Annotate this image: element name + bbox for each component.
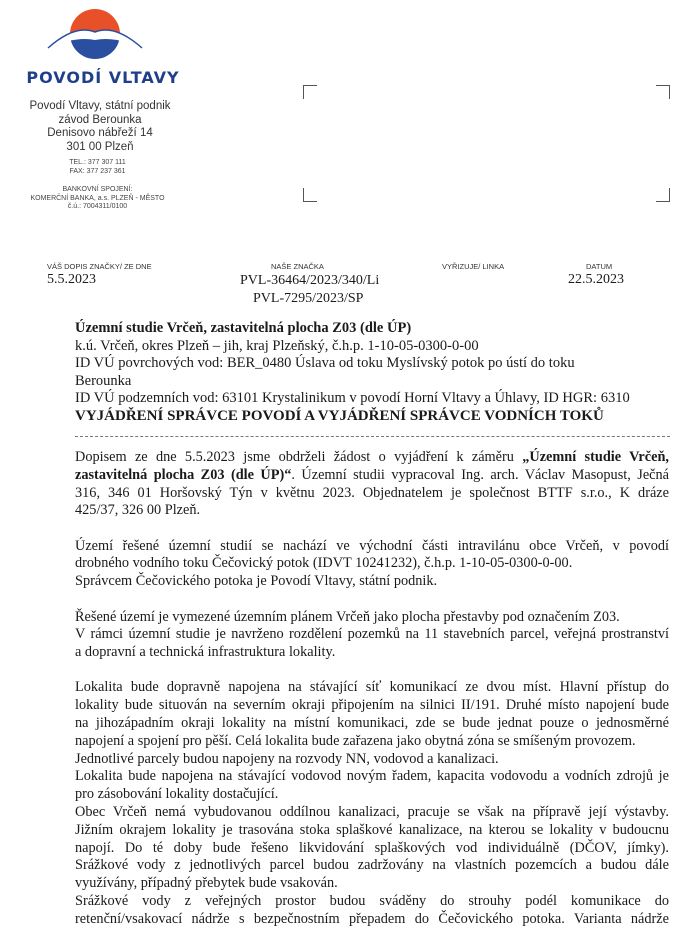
fax: FAX: 377 237 361 [69,167,126,175]
body-line: lokality bude situován na severním okraji připojením na silnici II/191. Druhé místo napojení bude [75,697,669,714]
subject-line: k.ú. Vrčeň, okres Plzeň – jih, kraj Plzeňský, č.h.p. 1-10-05-0300-0-00 [75,337,479,354]
corner-mark [303,188,317,202]
subject-block [75,320,675,426]
our-ref-label: NAŠE ZNAČKA [271,262,324,271]
bank-account: č.ú.: 7004311/0100 [67,203,128,210]
subject-heading: VYJÁDŘENÍ SPRÁVCE POVODÍ A VYJÁDŘENÍ SPRÁVCE VODNÍCH TOKŮ [75,407,604,424]
body-line: V rámci územní studie je navrženo rozdělení pozemků na 11 stavebních parcel, veřejná prostranství [75,626,669,643]
bank-info [10,186,185,212]
body-line: 425/37, 326 00 Plzeň. [75,502,201,519]
bank-name: KOMERČNÍ BANKA, a.s. PLZEŇ - MĚSTO [30,194,165,202]
body-line: zastavitelná plocha Z03 (dle ÚP)“. Územní studii vypracoval Ing. arch. Václav Masopust, Ječná [75,466,669,483]
corner-mark [303,85,317,99]
our-ref: PVL-7295/2023/SP [253,291,364,306]
body-line: 316, 346 01 Horšovský Týn v květnu 2023. Objednatelem je společnost BTTF s.r.o., K dráze [75,484,669,501]
phone: TEL.: 377 307 111 [69,159,126,166]
subject-line: Berounka [75,372,132,389]
body-line: Dopisem ze dne 5.5.2023 jsme obdrželi žádost o vyjádření k záměru „Územní studie Vrčeň, [75,449,669,465]
body-line: drobného vodního toku Čečovický potok (IDVT 10241232), č.h.p. 1-10-05-0300-0-00. [75,555,573,572]
letter-body [75,449,669,946]
handled-by-label: VYŘIZUJE/ LINKA [442,262,505,271]
subject-line: ID VÚ podzemních vod: 63101 Krystalinikum v povodí Horní Vltavy a Úhlavy, ID HGR: 6310 [75,390,630,407]
subject-title: Územní studie Vrčeň, zastavitelná plocha Z03 (dle ÚP) [75,320,412,336]
paragraph [75,538,669,591]
divider [75,436,670,437]
paragraph [75,679,669,928]
date-value: 22.5.2023 [568,272,624,287]
body-line: Území řešené územní studií se nachází ve východní části intravilánu obce Vrčeň, v povodí [75,537,669,554]
body-line: napojí. Do té doby bude řešeno likvidování splaškových vod individuálně (DČOV, jímky). [75,839,669,856]
address-line: 301 00 Plzeň [66,140,134,153]
address-line: Povodí Vltavy, státní podnik [29,100,171,112]
body-line: Řešené území je vymezené územním plánem Vrčeň jako plocha přestavby pod označením Z03. [75,608,620,625]
body-line: na jihozápadním okraji lokality na místní komunikaci, zde se bude jednat pouze o jednosměrné [75,715,669,732]
body-line: napojení a spojení pro pěší. Celá lokalita bude zařazena jako obytná zóna se smíšeným provozem. [75,732,636,749]
your-letter-label: VÁŠ DOPIS ZNAČKY/ ZE DNE [47,262,152,271]
body-line: Srážkové vody z jednotlivých parcel budou zadržovány na vlastních pozemcích a budou dále [75,857,669,874]
body-line: Lokalita bude napojena na stávající vodovod novým řadem, kapacita vodovodu a vodních zdrojů je [75,768,669,785]
paragraph [75,609,669,662]
contact-info [10,159,185,176]
body-line: a dopravní a technická infrastruktura lokality. [75,644,336,661]
body-line: retenční/vsakovací nádrže s bezpečnostním přepadem do Čečovického potoka. Varianta nádrže [75,910,669,927]
your-letter-value: 5.5.2023 [47,272,96,287]
address-line: Denisovo nábřeží 14 [47,127,153,139]
sender-address [20,100,180,154]
subject-line: ID VÚ povrchových vod: BER_0480 Úslava od toku Myslívský potok po ústí do toku [75,355,575,372]
body-line: Jednotlivé parcely budou napojeny na rozvody NN, vodovod a kanalizaci. [75,750,499,767]
body-line: Srážkové vody z veřejných prostor budou sváděny do strouhy podél komunikace do [75,893,669,910]
body-line: Obec Vrčeň nemá vybudovanou oddílnou kanalizaci, pracuje se však na přípravě její výstavby. [75,804,669,821]
our-ref: PVL-36464/2023/340/Li [240,273,380,288]
paragraph [75,449,669,520]
body-line: Lokalita bude dopravně napojena na stávající síť komunikací ze dvou míst. Hlavní přístup do [75,679,669,696]
bank-label: BANKOVNÍ SPOJENÍ: [62,186,133,193]
body-line: pro zásobování lokality dostačující. [75,786,279,803]
brand-name: POVODÍ VLTAVY [26,68,180,87]
povodi-vltavy-logo [40,4,150,64]
address-line: závod Berounka [58,113,142,126]
corner-mark [656,188,670,202]
date-label: DATUM [586,262,613,271]
body-line: Správcem Čečovického potoka je Povodí Vltavy, státní podnik. [75,573,438,590]
body-line: využívány, případný přebytek bude vsakován. [75,875,338,892]
body-line: Jižním okrajem lokality je trasována stoka splaškové kanalizace, na kterou se lokality v budoucnu [75,821,669,838]
corner-mark [656,85,670,99]
our-ref-values [240,272,379,308]
